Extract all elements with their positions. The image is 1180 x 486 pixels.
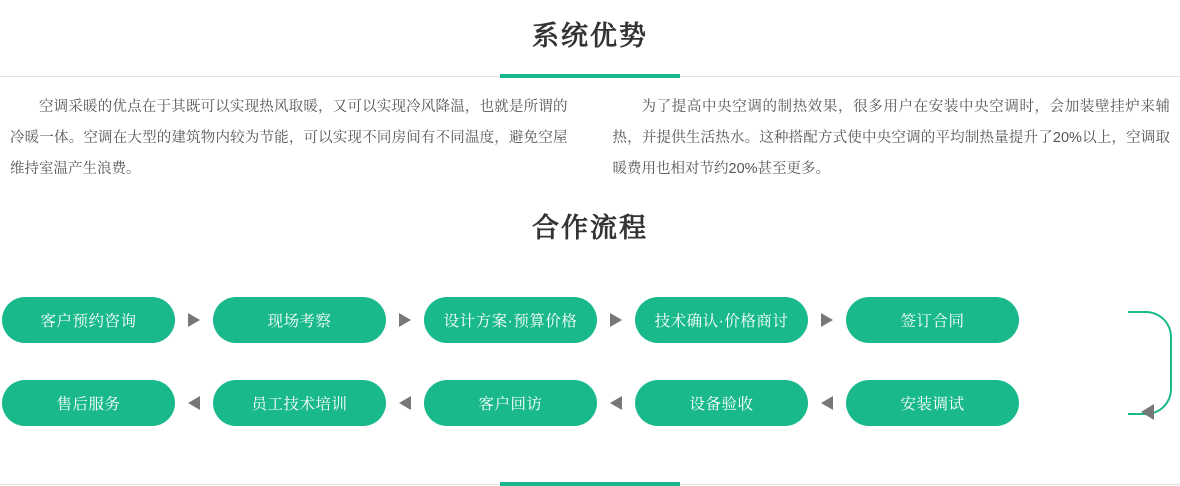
advantages-paragraph-1: 空调采暖的优点在于其既可以实现热风取暖，又可以实现冷风降温，也就是所谓的冷暖一体。空调在大型的建筑物内较为节能，可以实现不同房间有不同温度，避免空屋维持室温产生浪费。 [10,99,568,177]
page-title-advantages: 系统优势 [532,21,648,51]
page-title-process: 合作流程 [532,213,648,243]
flow-step-7[interactable]: 设备验收 [635,380,808,426]
flow-step-6[interactable]: 安装调试 [846,380,1019,426]
advantages-text-columns [0,92,1180,185]
arrow-right-icon [597,313,635,327]
advantages-column-left [10,92,568,185]
process-flow-row-1 [0,297,1180,343]
arrow-left-icon [597,396,635,410]
flow-step-4[interactable]: 技术确认·价格商讨 [635,297,808,343]
flow-step-8[interactable]: 客户回访 [424,380,597,426]
flow-connector-arrow-icon [1141,404,1154,420]
flow-step-5[interactable]: 签订合同 [846,297,1019,343]
arrow-right-icon [386,313,424,327]
heading-underline-accent [500,482,680,486]
arrow-left-icon [808,396,846,410]
arrow-left-icon [386,396,424,410]
flow-step-1[interactable]: 客户预约咨询 [2,297,175,343]
section-heading-process [0,212,1180,272]
arrow-left-icon [175,396,213,410]
flow-step-10[interactable]: 售后服务 [2,380,175,426]
arrow-right-icon [808,313,846,327]
flow-step-3[interactable]: 设计方案·预算价格 [424,297,597,343]
flow-connector-line [1128,311,1172,415]
flow-step-2[interactable]: 现场考察 [213,297,386,343]
flow-step-9[interactable]: 员工技术培训 [213,380,386,426]
advantages-column-right [613,92,1171,185]
process-flow-row-2 [0,380,1180,426]
heading-underline-accent [500,74,680,78]
process-flow [0,297,1180,463]
section-heading-advantages [0,20,1180,80]
advantages-paragraph-2: 为了提高中央空调的制热效果，很多用户在安装中央空调时，会加装壁挂炉来辅热，并提供生活热水。这种搭配方式使中央空调的平均制热量提升了20%以上，空调取暖费用也相对节约20%甚至更多。 [612,99,1170,177]
arrow-right-icon [175,313,213,327]
